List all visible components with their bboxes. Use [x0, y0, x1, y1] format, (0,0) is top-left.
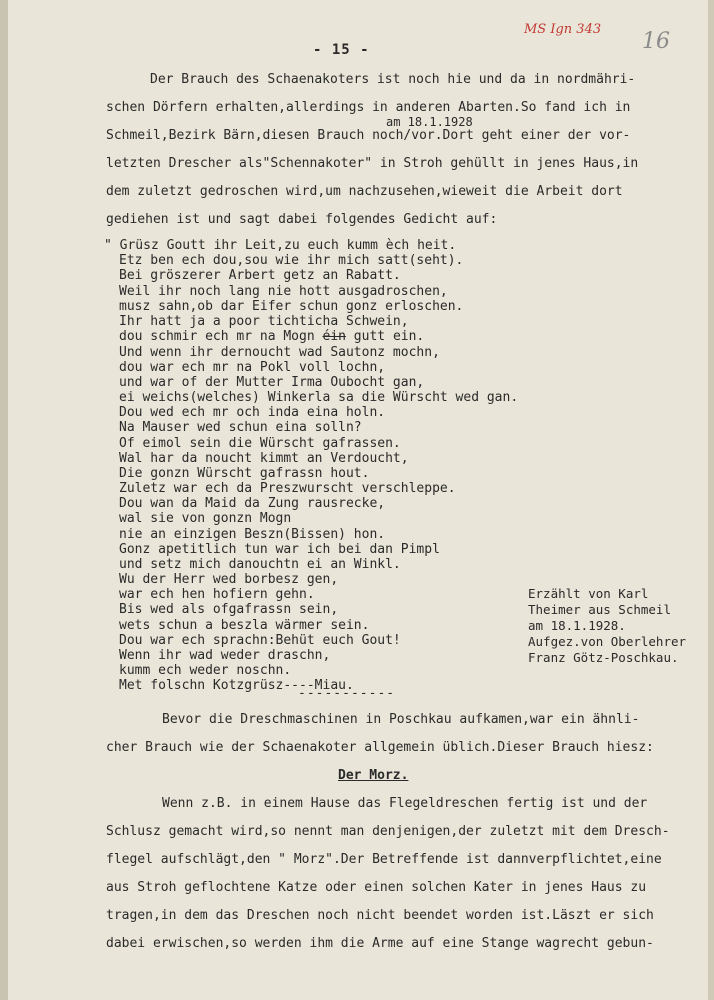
poem-line: Die gonzn Würscht gafrassn hout.: [119, 466, 370, 481]
page-edge-left: [0, 0, 8, 1000]
attribution-line: Erzählt von Karl: [528, 586, 649, 601]
poem-line: Gonz apetitlich tun war ich bei dan Pimpl: [119, 542, 440, 557]
poem-line: Ihr hatt ja a poor tichticha Schwein,: [119, 314, 409, 329]
poem-line: Zuletz war ech da Preszwurscht verschleppe.: [119, 481, 456, 496]
archive-signature: MS Ign 343: [524, 22, 602, 37]
paragraph3-line: Schlusz gemacht wird,so nennt man denjenigen,der zuletzt mit dem Dresch-: [106, 824, 670, 839]
poem-line: und setz mich danouchtn ei an Winkl.: [119, 557, 401, 572]
paragraph3-line: Wenn z.B. in einem Hause das Flegeldreschen fertig ist und der: [162, 796, 648, 811]
poem-line: Etz ben ech dou,sou wie ihr mich satt(seht).: [119, 253, 464, 268]
poem-line: ei weichs(welches) Winkerla sa die Würscht wed gan.: [119, 390, 519, 405]
poem-line: nie an einzigen Beszn(Bissen) hon.: [119, 527, 386, 542]
poem-line: Dou war ech sprachn:Behüt euch Gout!: [119, 633, 401, 648]
poem-line: Wal har da noucht kimmt an Verdoucht,: [119, 451, 409, 466]
poem-line: und war of der Mutter Irma Oubocht gan,: [119, 375, 425, 390]
poem-line: Bis wed als ofgafrassn sein,: [119, 602, 339, 617]
paragraph1-line: gediehen ist und sagt dabei folgendes Gedicht auf:: [106, 212, 498, 227]
poem-line: Dou wed ech mr och inda eina holn.: [119, 405, 386, 420]
paragraph2-line: Bevor die Dreschmaschinen in Poschkau aufkamen,war ein ähnli-: [162, 712, 640, 727]
paragraph3-line: aus Stroh geflochtene Katze oder einen solchen Kater in jenes Haus zu: [106, 880, 647, 895]
poem-line: musz sahn,ob dar Eifer schun gonz erloschen.: [119, 299, 464, 314]
poem-line: war ech hen hofiern gehn.: [119, 587, 315, 602]
poem-line: " Grüsz Goutt ihr Leit,zu euch kumm èch heit.: [104, 238, 457, 253]
paragraph1-line: Schmeil,Bezirk Bärn,diesen Brauch noch/vor.Dort geht einer der vor-: [106, 128, 631, 143]
paragraph3-line: tragen,in dem das Dreschen noch nicht beendet worden ist.Läszt er sich: [106, 908, 654, 923]
poem-line: Wenn ihr wad weder draschn,: [119, 648, 331, 663]
poem-line: Und wenn ihr dernoucht wad Sautonz mochn,: [119, 345, 440, 360]
paragraph1-line: schen Dörfern erhalten,allerdings in anderen Abarten.So fand ich in: [106, 100, 631, 115]
poem-line-end: gutt ein.: [345, 329, 425, 344]
struck-word: éin: [322, 329, 346, 344]
poem-line: Wu der Herr wed borbesz gen,: [119, 572, 339, 587]
poem-line-text: dou schmir ech mr na Mogn: [119, 329, 315, 344]
poem-line: Na Mauser wed schun eina solln?: [119, 420, 362, 435]
poem-line: wets schun a beszla wärmer sein.: [119, 618, 370, 633]
poem-line: Met folschn Kotzgrüsz----Miau.: [119, 678, 354, 693]
paragraph3-line: flegel aufschlägt,den " Morz".Der Betreffende ist dannverpflichtet,eine: [106, 852, 662, 867]
paragraph1-line: Der Brauch des Schaenakoters ist noch hie und da in nordmähri-: [150, 72, 636, 87]
paragraph1-line: letzten Drescher als"Schennakoter" in Stroh gehüllt in jenes Haus,in: [106, 156, 639, 171]
section-heading: Der Morz.: [338, 768, 409, 783]
folio-number: 16: [642, 29, 670, 54]
poem-line: Dou wan da Maid da Zung rausrecke,: [119, 496, 386, 511]
poem-line: Weil ihr noch lang nie hott ausgadroschen,: [119, 284, 448, 299]
poem-line: dou war ech mr na Pokl voll lochn,: [119, 360, 386, 375]
interlinear-note: am 18.1.1928: [386, 115, 473, 129]
paragraph2-line: cher Brauch wie der Schaenakoter allgemein üblich.Dieser Brauch hiesz:: [106, 740, 654, 755]
attribution-line: am 18.1.1928.: [528, 618, 626, 633]
page-edge-right: [708, 0, 714, 1000]
attribution-line: Theimer aus Schmeil: [528, 602, 671, 617]
attribution-line: Aufgez.von Oberlehrer: [528, 634, 687, 649]
page-number: - 15 -: [313, 42, 370, 58]
paragraph3-line: dabei erwischen,so werden ihm die Arme auf eine Stange wagrecht gebun-: [106, 936, 654, 951]
poem-line: [119, 329, 424, 345]
poem-line: Bei gröszerer Arbert getz an Rabatt.: [119, 268, 401, 283]
poem-line: wal sie von gonzn Mogn: [119, 511, 292, 526]
section-separator: -----------: [298, 686, 396, 701]
poem-line: kumm ech weder noschn.: [119, 663, 292, 678]
paragraph1-line: dem zuletzt gedroschen wird,um nachzusehen,wieweit die Arbeit dort: [106, 184, 623, 199]
poem-line: Of eimol sein die Würscht gafrassen.: [119, 436, 401, 451]
attribution-line: Franz Götz-Poschkau.: [528, 650, 679, 665]
